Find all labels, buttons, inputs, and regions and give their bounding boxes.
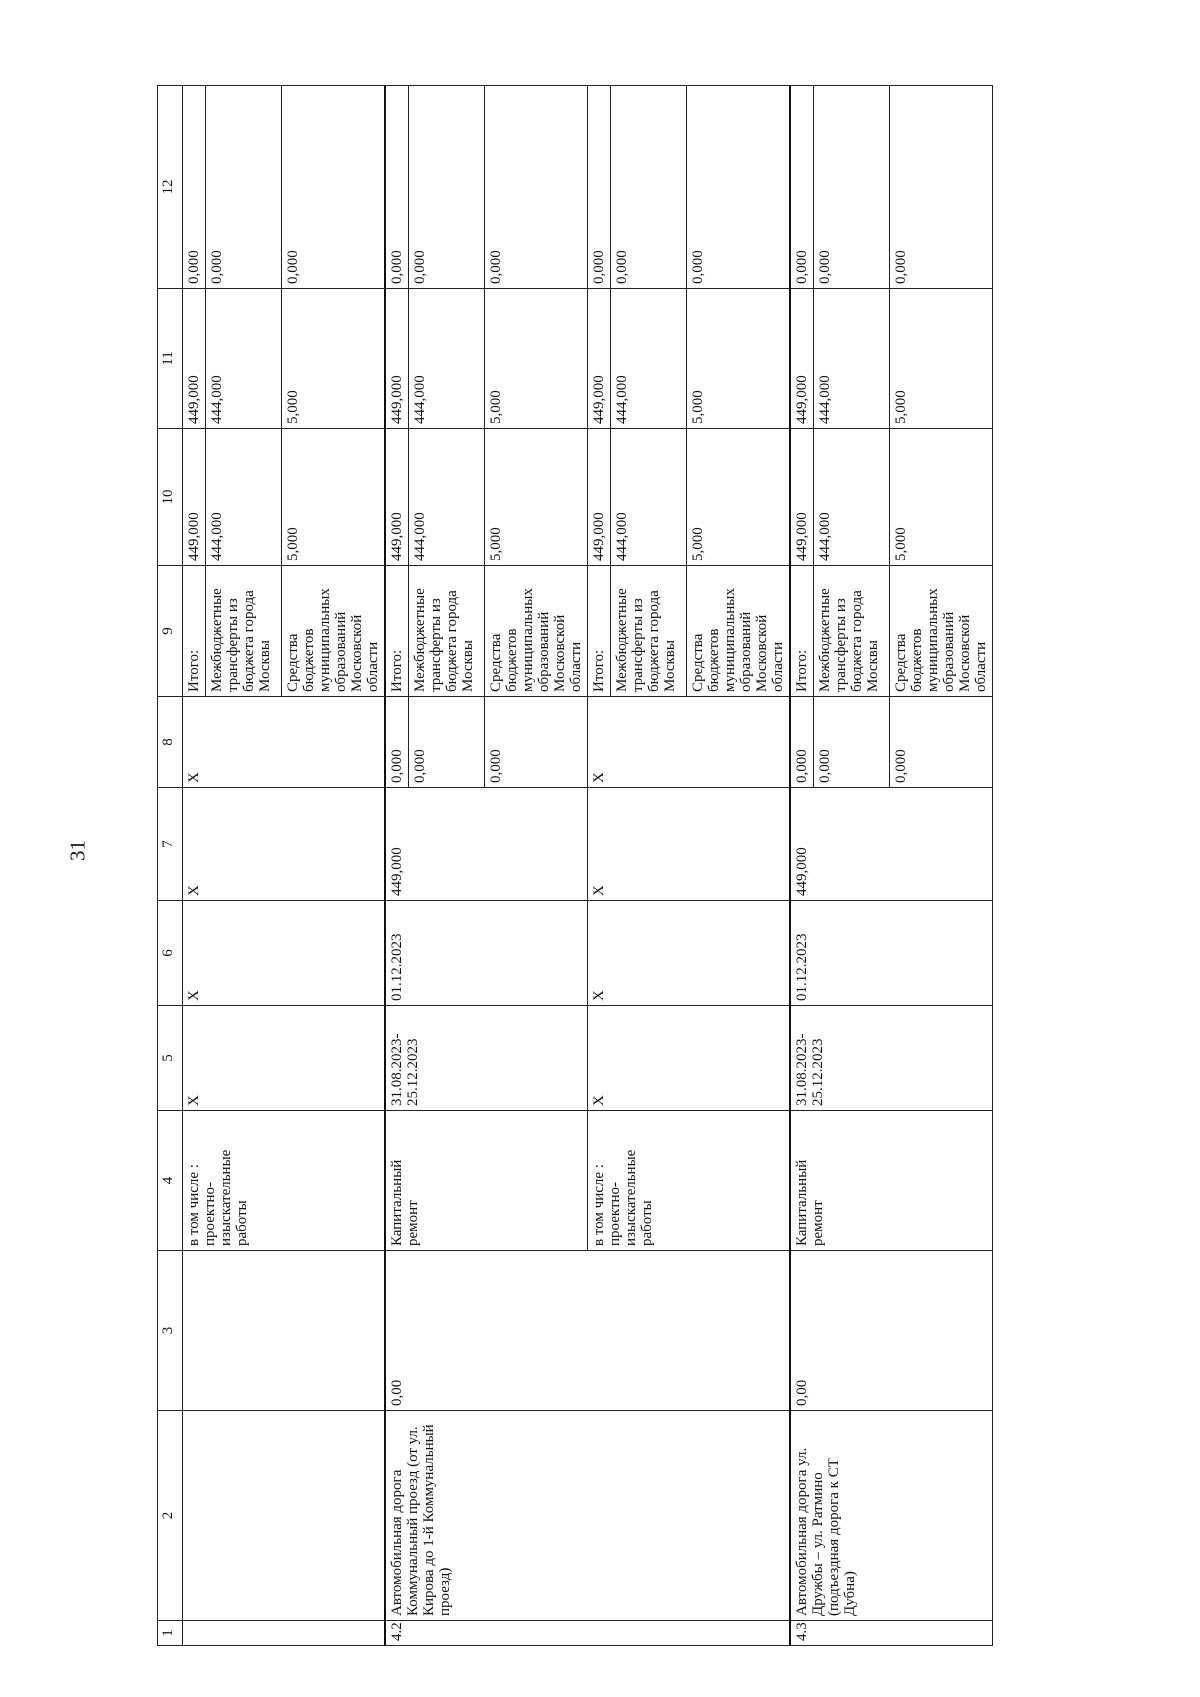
cell-c12: 0,000 [687,86,791,289]
cell-c11: 5,000 [687,289,791,429]
cell-c10: 449,000 [183,429,206,566]
cell-c7: 449,000 [790,788,993,901]
cell-c12: 0,000 [485,86,588,289]
header-cell: 1 [158,1621,183,1646]
cell-c6: 01.12.2023 [790,901,993,1006]
header-cell: 3 [158,1251,183,1411]
cell-work-type: в том числе : проектно-изыскательные работы [183,1111,386,1251]
header-cell: 7 [158,788,183,901]
cell-c6: Х [588,901,791,1006]
cell-c6: Х [183,901,386,1006]
cell-c7: Х [183,788,386,901]
cell-c12: 0,000 [282,86,386,289]
cell-source: Итого: [385,566,409,697]
cell-source: Межбюджетные трансферты из бюджета города Москвы [814,566,890,697]
cell-c10: 5,000 [282,429,386,566]
cell-c11: 444,000 [611,289,687,429]
cell-c12: 0,000 [183,86,206,289]
cell-c3 [183,1251,386,1411]
cell-c8: 0,000 [385,697,409,788]
header-cell: 5 [158,1006,183,1111]
cell-c3: 0,00 [790,1251,993,1411]
cell-c11: 444,000 [409,289,485,429]
cell-source: Итого: [790,566,814,697]
cell-name [183,1411,386,1621]
header-cell: 2 [158,1411,183,1621]
cell-c12: 0,000 [890,86,993,289]
cell-source: Средства бюджетов муниципальных образований Московской области [687,566,791,697]
cell-c12: 0,000 [588,86,611,289]
cell-num: 4.2 [385,1621,790,1646]
table-row [790,86,814,1646]
cell-c10: 5,000 [890,429,993,566]
cell-c11: 5,000 [890,289,993,429]
cell-c10: 444,000 [814,429,890,566]
cell-name: Автомобильная дорога ул. Дружбы – ул. Ратмино (подъездная дорога к СТ Дубна) [790,1411,993,1621]
header-cell: 8 [158,697,183,788]
table-row [183,86,206,1646]
cell-c11: 449,000 [183,289,206,429]
cell-c11: 449,000 [385,289,409,429]
cell-c10: 444,000 [206,429,282,566]
rotated-table-container [157,86,1197,1646]
cell-source: Межбюджетные трансферты из бюджета города Москвы [611,566,687,697]
cell-dates: 31.08.2023-25.12.2023 [790,1006,993,1111]
cell-c12: 0,000 [790,86,814,289]
cell-c11: 444,000 [206,289,282,429]
header-cell: 11 [158,289,183,429]
cell-source: Итого: [183,566,206,697]
cell-dates: 31.08.2023-25.12.2023 [385,1006,588,1111]
program-table [157,85,993,1646]
cell-c8: Х [588,697,791,788]
cell-c10: 449,000 [790,429,814,566]
cell-work-type: Капитальный ремонт [385,1111,588,1251]
cell-c7: 449,000 [385,788,588,901]
cell-name: Автомобильная дорога Коммунальный проезд (от ул. Кирова до 1-й Коммунальный проезд) [385,1411,790,1621]
cell-c8: 0,000 [890,697,993,788]
cell-c8: Х [183,697,386,788]
cell-c7: Х [588,788,791,901]
cell-c11: 449,000 [588,289,611,429]
header-cell: 9 [158,566,183,697]
cell-source: Средства бюджетов муниципальных образований Московской области [282,566,386,697]
header-cell: 12 [158,86,183,289]
cell-c8: 0,000 [814,697,890,788]
cell-c11: 5,000 [282,289,386,429]
cell-c10: 444,000 [409,429,485,566]
cell-dates: Х [183,1006,386,1111]
table-row [385,86,409,1646]
cell-work-type: Капитальный ремонт [790,1111,993,1251]
cell-c12: 0,000 [409,86,485,289]
cell-source: Итого: [588,566,611,697]
cell-c8: 0,000 [790,697,814,788]
cell-c8: 0,000 [409,697,485,788]
cell-source: Межбюджетные трансферты из бюджета города Москвы [206,566,282,697]
cell-num: 4.3 [790,1621,993,1646]
cell-num [183,1621,386,1646]
cell-c12: 0,000 [611,86,687,289]
header-cell: 6 [158,901,183,1006]
cell-c11: 449,000 [790,289,814,429]
cell-c12: 0,000 [385,86,409,289]
cell-source: Средства бюджетов муниципальных образований Московской области [485,566,588,697]
header-cell: 4 [158,1111,183,1251]
cell-c10: 5,000 [687,429,791,566]
cell-c10: 449,000 [588,429,611,566]
cell-work-type: в том числе : проектно-изыскательные работы [588,1111,791,1251]
cell-c12: 0,000 [814,86,890,289]
header-cell: 10 [158,429,183,566]
cell-c10: 5,000 [485,429,588,566]
cell-c11: 5,000 [485,289,588,429]
cell-c11: 444,000 [814,289,890,429]
cell-source: Средства бюджетов муниципальных образований Московской области [890,566,993,697]
cell-c3: 0,00 [385,1251,790,1411]
cell-dates: Х [588,1006,791,1111]
cell-c12: 0,000 [206,86,282,289]
page-number: 31 [65,840,90,861]
cell-source: Межбюджетные трансферты из бюджета города Москвы [409,566,485,697]
cell-c10: 449,000 [385,429,409,566]
column-number-row [158,86,183,1646]
cell-c6: 01.12.2023 [385,901,588,1006]
cell-c8: 0,000 [485,697,588,788]
cell-c10: 444,000 [611,429,687,566]
